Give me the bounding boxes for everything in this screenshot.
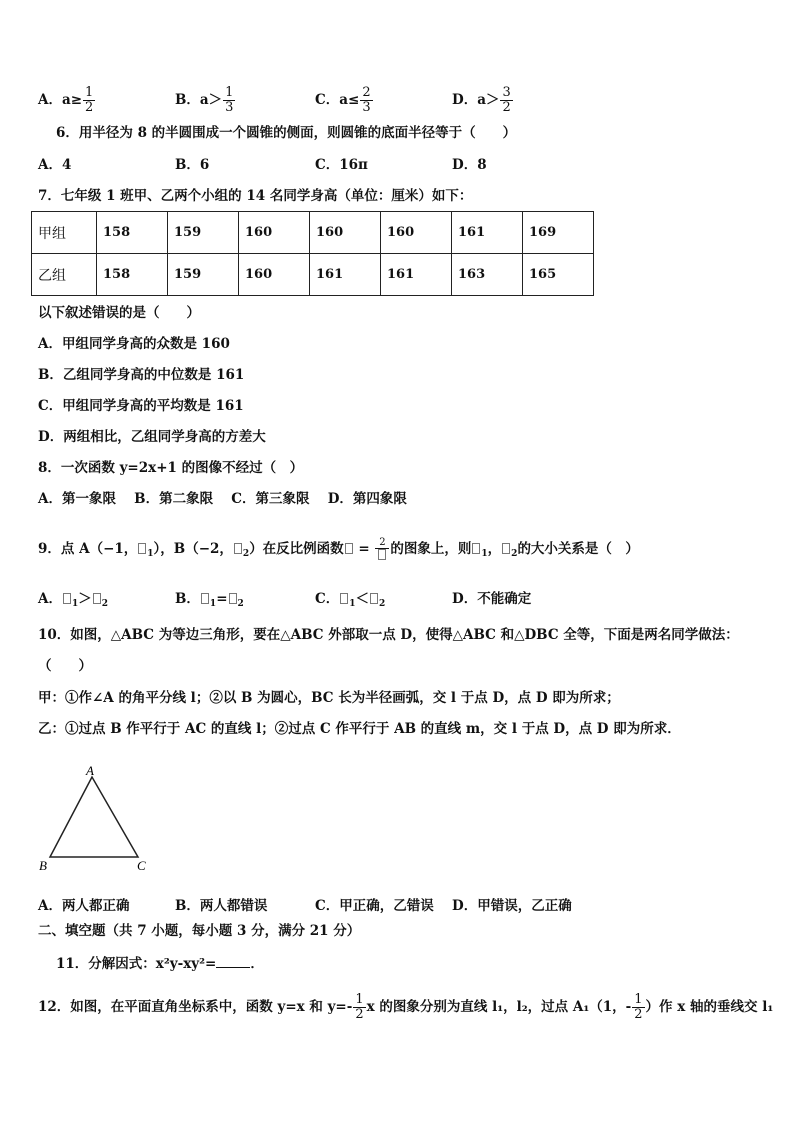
q7-option-b: B．乙组同学身高的中位数是 161	[38, 367, 245, 383]
q10-bracket: （ ）	[38, 658, 92, 674]
missing-glyph-icon	[345, 543, 353, 554]
missing-glyph-icon	[229, 593, 237, 604]
missing-glyph-icon	[378, 549, 386, 560]
table-row	[32, 212, 594, 254]
q7-stem: 7．七年级 1 班甲、乙两个小组的 14 名同学身高（单位：厘米）如下：	[38, 188, 473, 204]
table-cell: 160	[239, 254, 310, 296]
q10-option-a: A．两人都正确	[38, 898, 130, 914]
row-label: 甲组	[32, 212, 97, 254]
q7-option-d: D．两组相比，乙组同学身高的方差大	[38, 429, 266, 445]
vertex-a-label: A	[86, 763, 94, 778]
q9-option-a: A． $_1$＞ $_2$	[38, 591, 109, 609]
table-cell: 158	[97, 212, 168, 254]
table-cell: 160	[381, 212, 452, 254]
q9-option-d: D．不能确定	[452, 591, 532, 607]
q9-stem: 9．点 A（−1， $_1$），B（−2， $_2$）在反比例函数 = 2 的图象上，则 $_1$， $_2$的大小关系是（ ）	[38, 537, 639, 559]
q12-stem: 12．如图，在平面直角坐标系中，函数 y=x 和 y=- $\frac{1}{2}$ x 的图象分别为直线 l₁，l₂，过点 A₁（1，- $\frac{1}{2}$ ）作 x 轴的垂线交 l₁	[38, 992, 774, 1022]
q8-options: A．第一象限 B．第二象限 C．第三象限 D．第四象限	[38, 491, 407, 507]
q11-stem: 11．分解因式：x²y-xy²= ．	[56, 956, 264, 972]
table-cell: 159	[168, 254, 239, 296]
missing-glyph-icon	[63, 593, 71, 604]
vertex-c-label: C	[137, 858, 146, 873]
missing-glyph-icon	[234, 543, 242, 554]
missing-glyph-icon	[201, 593, 209, 604]
equilateral-triangle-figure	[34, 760, 164, 880]
q10-method-jia: 甲：①作∠A 的角平分线 l；②以 B 为圆心，BC 长为半径画弧，交 l 于点 D，点 D 即为所求；	[38, 690, 620, 706]
q8-stem: 8．一次函数 y=2x+1 的图像不经过（ ）	[38, 460, 304, 476]
q5-option-d: D．a＞ $\frac{3}{2}$	[452, 85, 511, 115]
q5-option-c: C．a≤ $\frac{2}{3}$	[315, 85, 371, 115]
q10-option-b: B．两人都错误	[175, 898, 268, 914]
missing-glyph-icon	[138, 543, 146, 554]
q6-option-a: A．4	[38, 157, 72, 173]
missing-glyph-icon	[502, 543, 510, 554]
section-heading: 二、填空题（共 7 小题，每小题 3 分，满分 21 分）	[38, 923, 361, 939]
q7-option-c: C．甲组同学身高的平均数是 161	[38, 398, 244, 414]
height-table	[31, 211, 594, 296]
answer-blank	[216, 955, 250, 968]
q7-option-a: A．甲组同学身高的众数是 160	[38, 336, 230, 352]
q10-method-yi: 乙：①过点 B 作平行于 AC 的直线 l；②过点 C 作平行于 AB 的直线 m，交 l 于点 D，点 D 即为所求．	[38, 721, 681, 737]
table-cell: 161	[452, 212, 523, 254]
q9-option-c: C． $_1$＜ $_2$	[315, 591, 386, 609]
table-cell: 160	[239, 212, 310, 254]
q5-option-a: A．a≥ $\frac{1}{2}$	[38, 85, 94, 115]
q10-option-c: C．甲正确，乙错误	[315, 898, 434, 914]
q6-option-b: B．6	[175, 157, 210, 173]
q9-option-b: B． $_1$= $_2$	[175, 591, 244, 609]
table-cell: 160	[310, 212, 381, 254]
table-cell: 158	[97, 254, 168, 296]
table-cell: 159	[168, 212, 239, 254]
table-cell: 161	[310, 254, 381, 296]
vertex-b-label: B	[39, 858, 47, 873]
table-cell: 169	[523, 212, 594, 254]
q6-option-c: C．16π	[315, 157, 368, 173]
q10-option-d: D．甲错误，乙正确	[452, 898, 572, 914]
table-cell: 163	[452, 254, 523, 296]
q6-option-d: D．8	[452, 157, 487, 173]
table-cell: 165	[523, 254, 594, 296]
missing-glyph-icon	[93, 593, 101, 604]
q5-option-b: B．a＞ $\frac{1}{3}$	[175, 85, 234, 115]
table-cell: 161	[381, 254, 452, 296]
missing-glyph-icon	[370, 593, 378, 604]
table-row	[32, 254, 594, 296]
q7-question: 以下叙述错误的是（ ）	[38, 305, 200, 321]
row-label: 乙组	[32, 254, 97, 296]
triangle-abc	[50, 777, 138, 857]
missing-glyph-icon	[472, 543, 480, 554]
q10-stem: 10．如图，△ABC 为等边三角形，要在△ABC 外部取一点 D，使得△ABC 和△DBC 全等，下面是两名同学做法：	[38, 627, 739, 643]
missing-glyph-icon	[340, 593, 348, 604]
q6-stem: 6．用半径为 8 的半圆围成一个圆锥的侧面，则圆锥的底面半径等于（ ）	[56, 125, 517, 141]
